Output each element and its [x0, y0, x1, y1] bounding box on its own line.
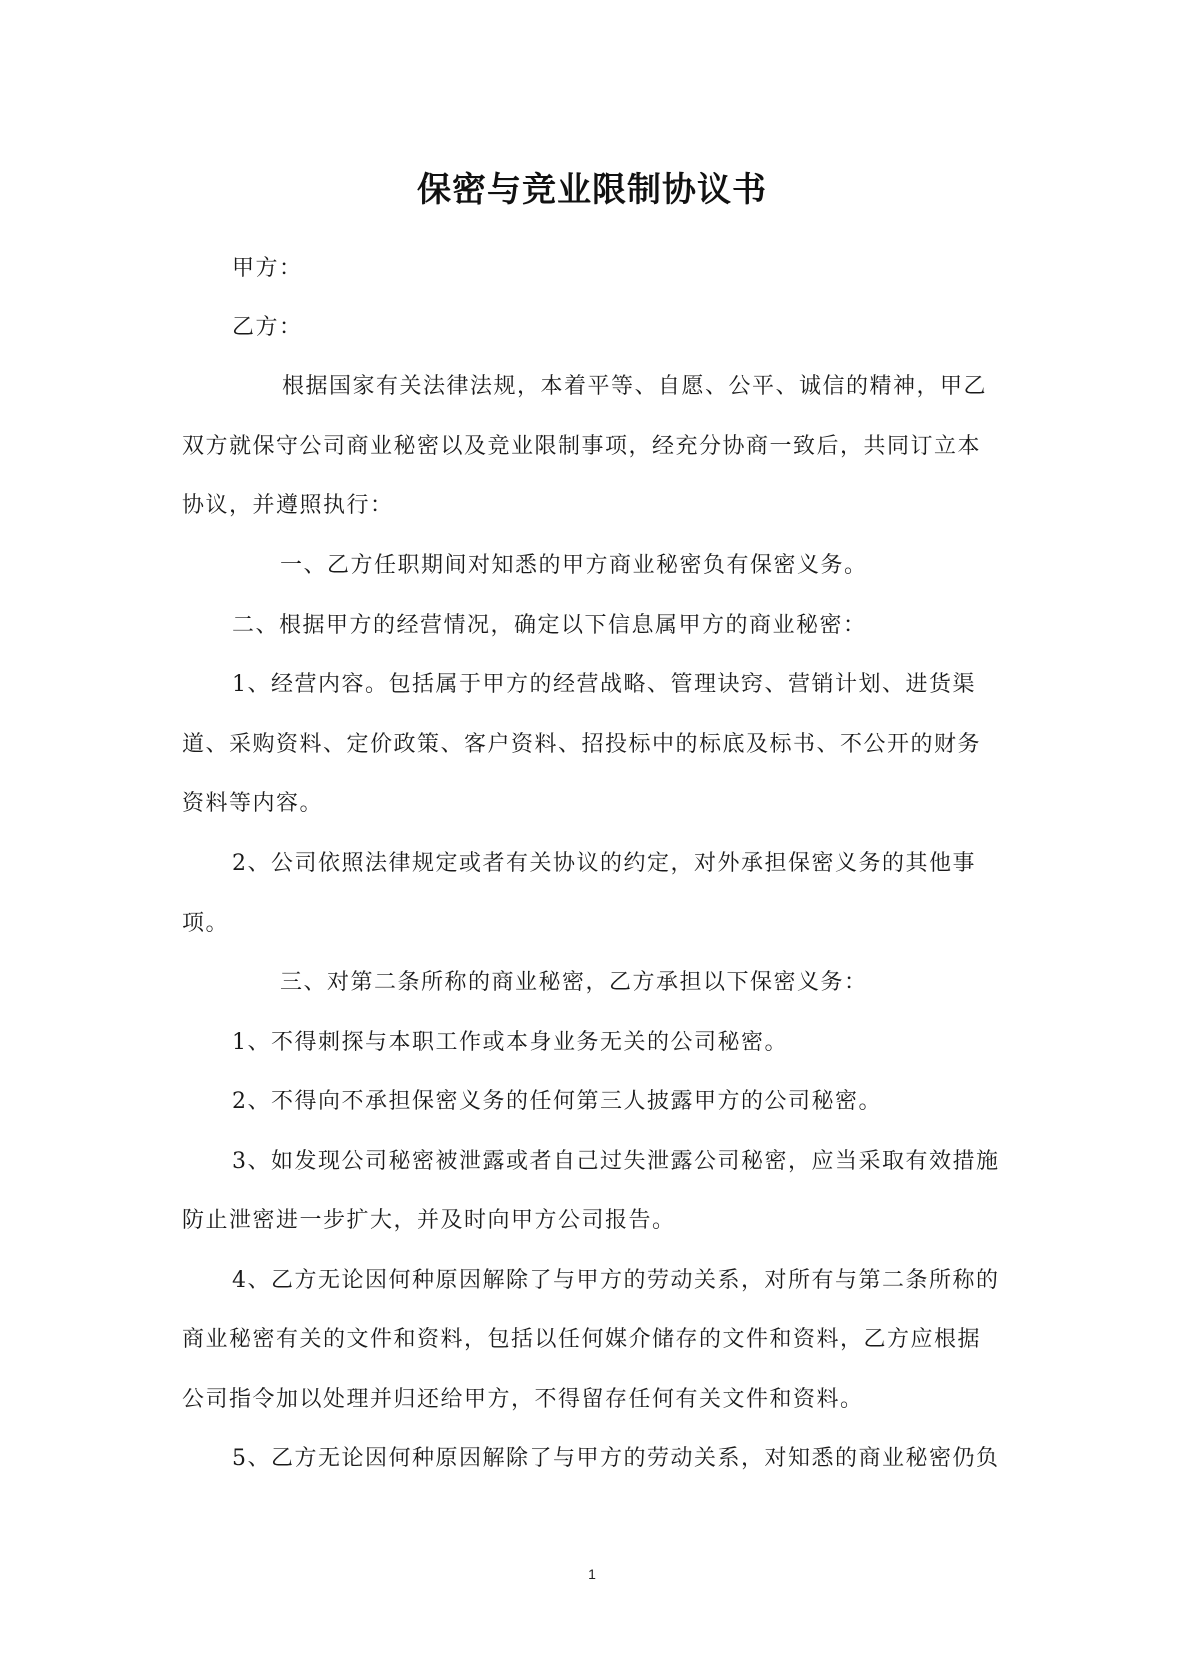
body-line: 二、根据甲方的经营情况，确定以下信息属甲方的商业秘密： [232, 613, 867, 638]
body-line: 协议，并遵照执行： [182, 493, 394, 518]
body-line: 双方就保守公司商业秘密以及竞业限制事项，经充分协商一致后，共同订立本 [182, 434, 982, 459]
party-a-label: 甲方： [232, 256, 303, 281]
body-line: 4、乙方无论因何种原因解除了与甲方的劳动关系，对所有与第二条所称的 [232, 1268, 1000, 1293]
body-line: 商业秘密有关的文件和资料，包括以任何媒介储存的文件和资料，乙方应根据 [182, 1327, 982, 1352]
body-line: 2、公司依照法律规定或者有关协议的约定，对外承担保密义务的其他事 [232, 851, 976, 876]
body-line: 三、对第二条所称的商业秘密，乙方承担以下保密义务： [280, 970, 868, 995]
body-line: 一、乙方任职期间对知悉的甲方商业秘密负有保密义务。 [280, 553, 868, 578]
body-line: 3、如发现公司秘密被泄露或者自己过失泄露公司秘密，应当采取有效措施 [232, 1149, 1000, 1174]
body-line: 根据国家有关法律法规，本着平等、自愿、公平、诚信的精神，甲乙 [282, 374, 988, 399]
body-line: 公司指令加以处理并归还给甲方，不得留存任何有关文件和资料。 [182, 1387, 864, 1412]
page-number: 1 [588, 1566, 596, 1582]
body-line: 道、采购资料、定价政策、客户资料、招投标中的标底及标书、不公开的财务 [182, 732, 982, 757]
document-title: 保密与竞业限制协议书 [417, 170, 767, 210]
body-line: 项。 [182, 911, 230, 936]
body-line: 防止泄密进一步扩大，并及时向甲方公司报告。 [182, 1208, 676, 1233]
body-line: 1、经营内容。包括属于甲方的经营战略、管理诀窍、营销计划、进货渠 [232, 672, 976, 697]
body-line: 1、不得刺探与本职工作或本身业务无关的公司秘密。 [232, 1030, 788, 1055]
body-line: 2、不得向不承担保密义务的任何第三人披露甲方的公司秘密。 [232, 1089, 882, 1114]
body-line: 资料等内容。 [182, 791, 324, 816]
party-b-label: 乙方： [232, 315, 303, 340]
body-line: 5、乙方无论因何种原因解除了与甲方的劳动关系，对知悉的商业秘密仍负 [232, 1446, 1000, 1471]
